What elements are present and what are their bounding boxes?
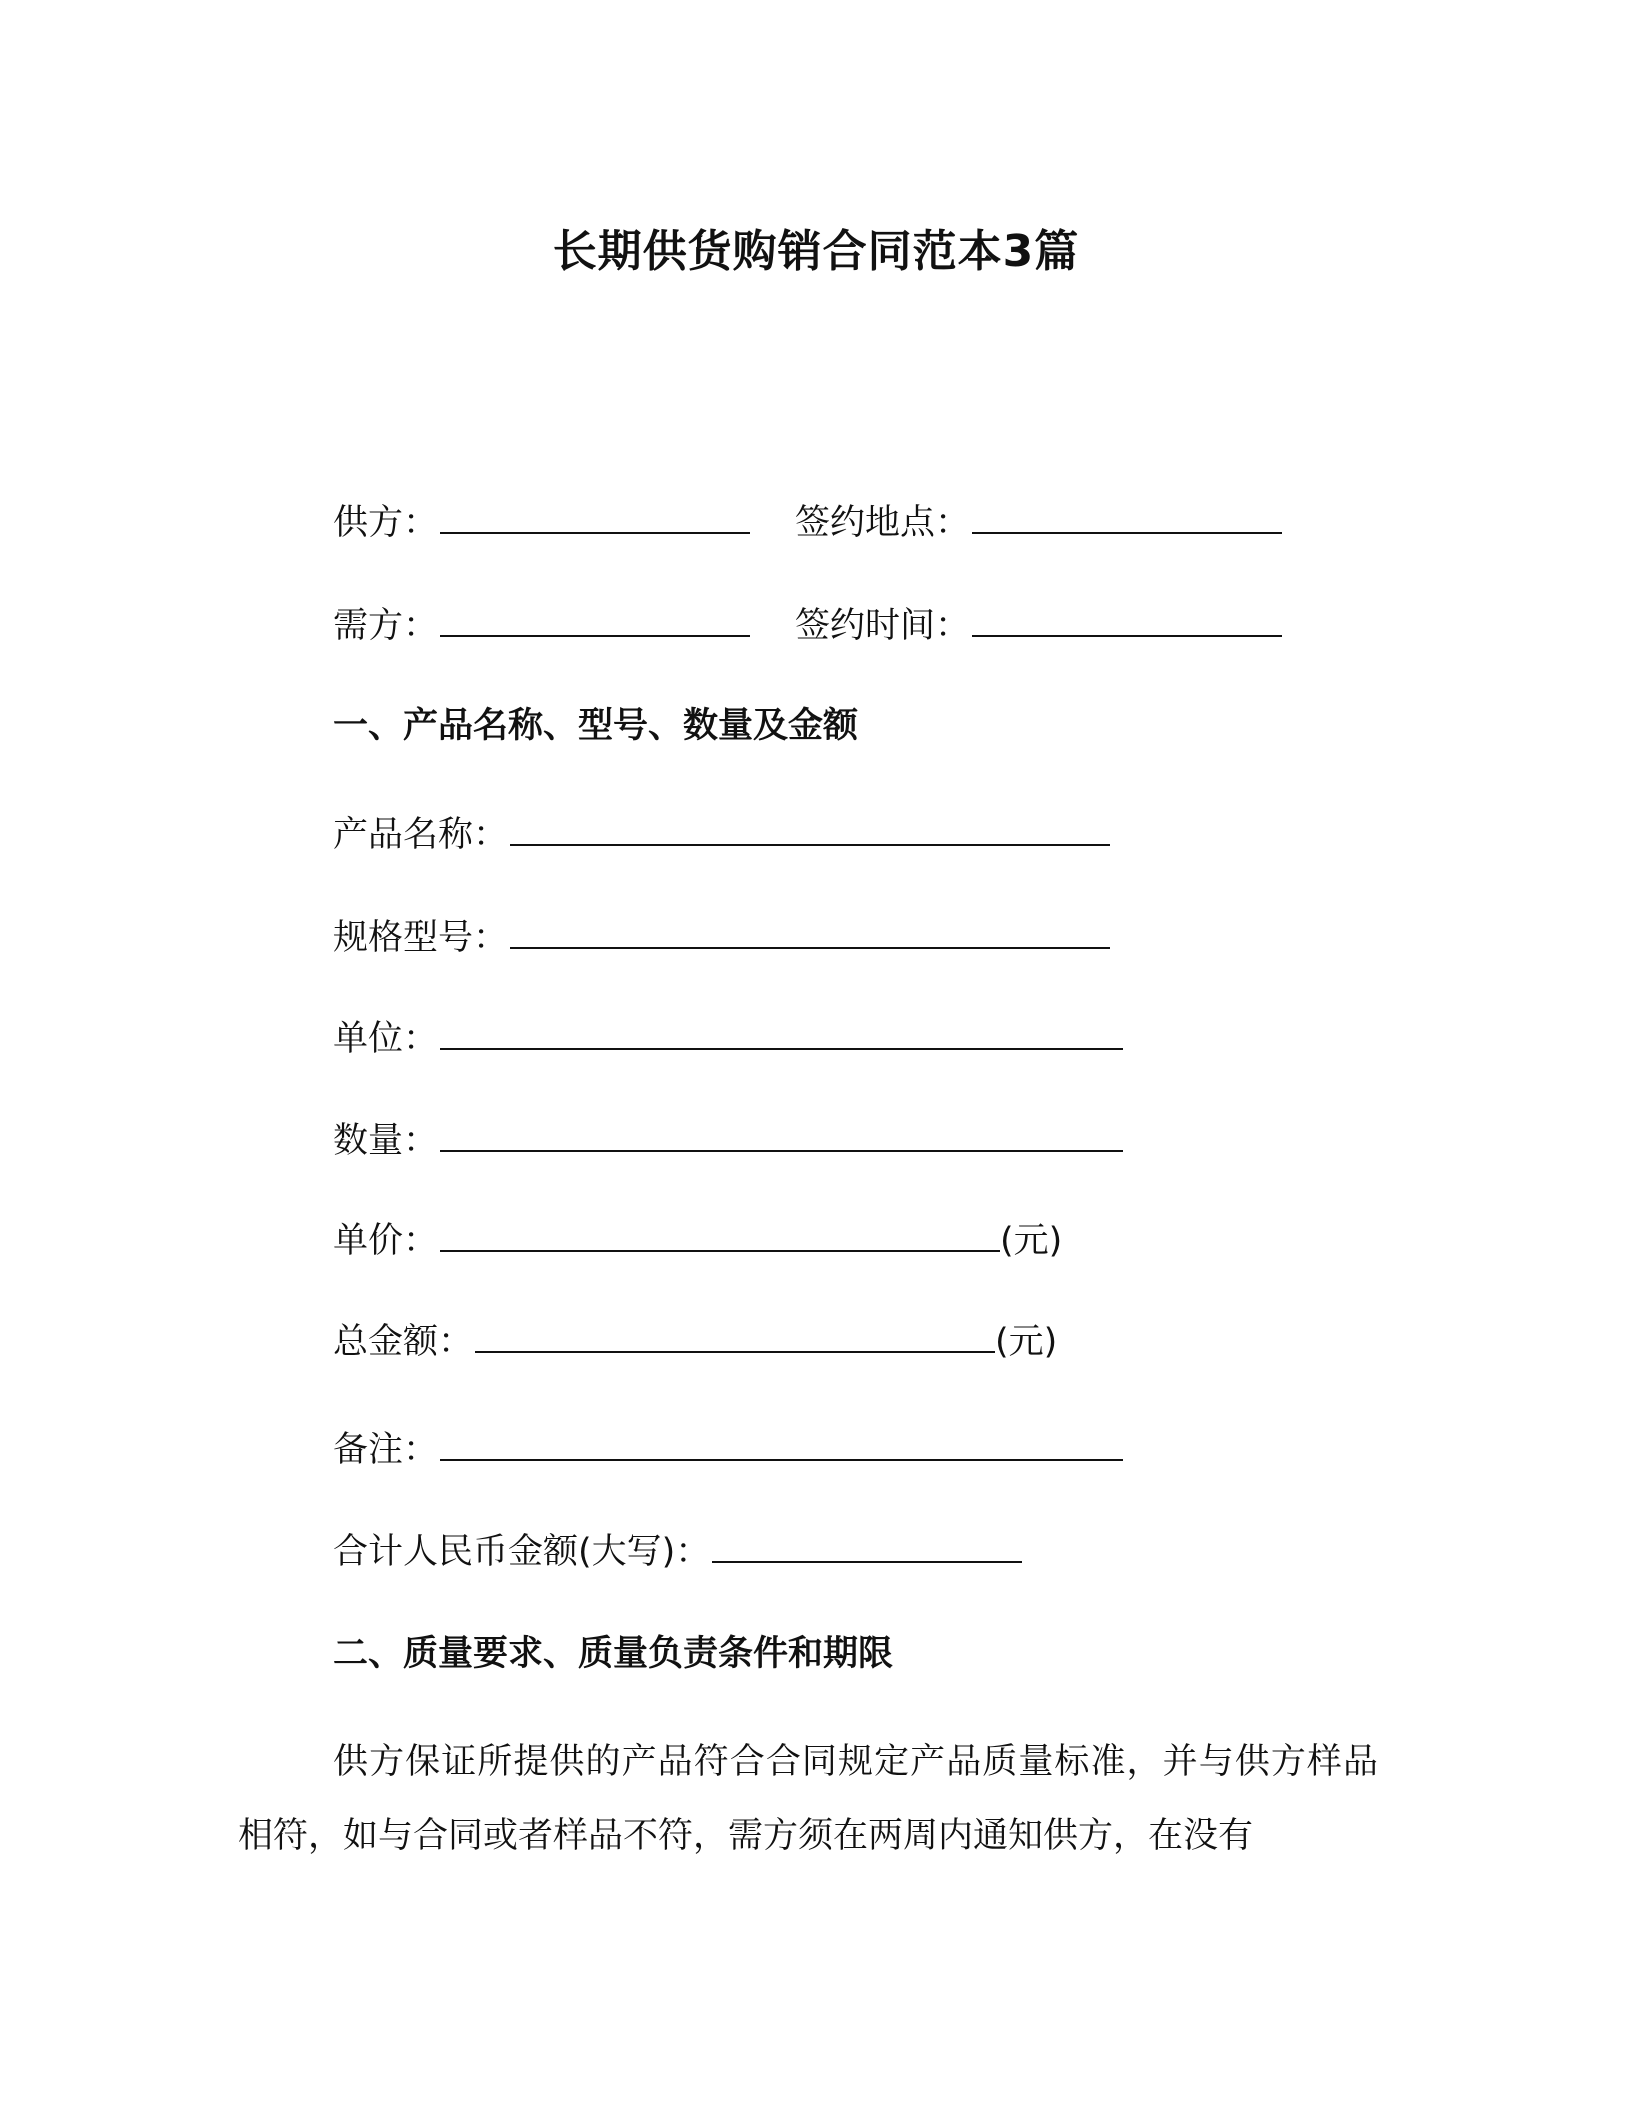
spec-label: 规格型号： [333,918,509,958]
supplier-field [333,498,750,548]
buyer-label: 需方： [333,606,439,646]
quantity-field [333,1116,1123,1166]
supplier-label: 供方： [333,503,439,543]
sign-time-label: 签约时间： [795,606,971,646]
unit-price-suffix: (元) [1000,1221,1063,1261]
document-title: 长期供货购销合同范本3篇 [552,226,1080,277]
unit-price-label: 单价： [333,1221,439,1261]
section2-heading: 二、质量要求、质量负责条件和期限 [333,1634,894,1674]
remark-blank[interactable] [440,1429,1123,1461]
section2-paragraph: 供方保证所提供的产品符合合同规定产品质量标准，并与供方样品相符，如与合同或者样品不符，需方须在两周内通知供方，在没有 [238,1742,1378,1856]
buyer-blank[interactable] [440,605,750,637]
sign-time-blank[interactable] [972,605,1282,637]
sign-place-label: 签约地点： [795,503,971,543]
total-blank[interactable] [475,1321,995,1353]
remark-label: 备注： [333,1430,439,1470]
unit-price-blank[interactable] [440,1220,1000,1252]
buyer-field [333,601,750,651]
supplier-blank[interactable] [440,502,750,534]
sign-time-field [795,601,1282,651]
total-suffix: (元) [995,1322,1058,1362]
section1-heading: 一、产品名称、型号、数量及金额 [333,706,859,746]
unit-field [333,1014,1123,1064]
rmb-total-blank[interactable] [712,1531,1022,1563]
sign-place-field [795,498,1282,548]
unit-label: 单位： [333,1019,439,1059]
rmb-total-field [333,1527,1022,1577]
rmb-total-label: 合计人民币金额(大写)： [333,1532,711,1572]
product-name-label: 产品名称： [333,815,509,855]
sign-place-blank[interactable] [972,502,1282,534]
total-label: 总金额： [333,1322,474,1362]
unit-price-field [333,1216,1062,1266]
unit-blank[interactable] [440,1018,1123,1050]
spec-blank[interactable] [510,917,1110,949]
product-name-field [333,810,1110,860]
remark-field [333,1425,1123,1475]
spec-field [333,913,1110,963]
quantity-blank[interactable] [440,1120,1123,1152]
quantity-label: 数量： [333,1121,439,1161]
product-name-blank[interactable] [510,814,1110,846]
total-field [333,1317,1057,1367]
